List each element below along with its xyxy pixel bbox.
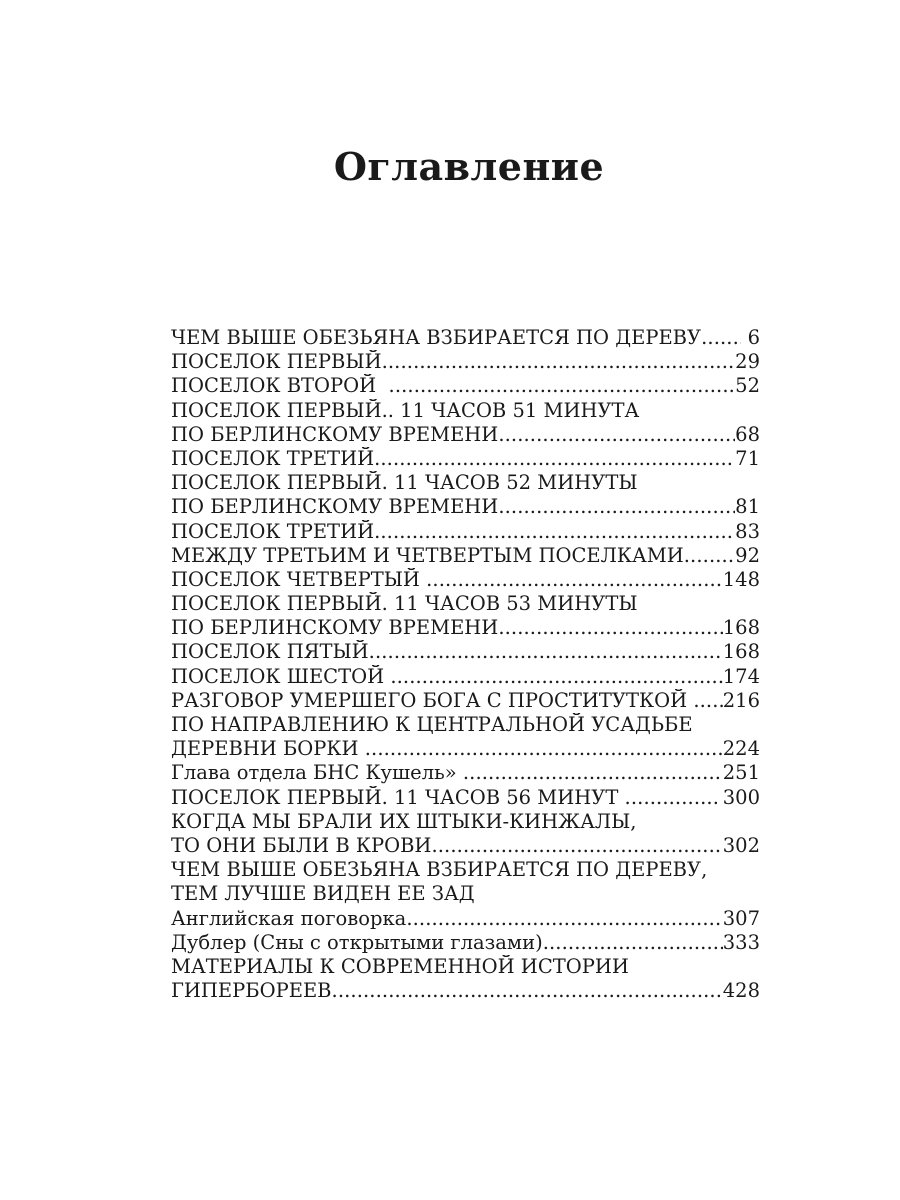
toc-entry	[171, 544, 760, 568]
toc-entry	[171, 423, 760, 447]
toc-leader-dots	[332, 979, 723, 1003]
toc-entry-title: Глава отдела БНС Кушель»	[171, 761, 463, 785]
toc-page-number: 168	[722, 640, 760, 664]
toc-entry-title: ПОСЕЛОК ТРЕТИЙ	[171, 519, 375, 543]
toc-entry	[171, 858, 760, 882]
toc-page-number: 302	[722, 833, 760, 857]
toc-entry	[171, 616, 760, 640]
toc-entry-title: ПО НАПРАВЛЕНИЮ К ЦЕНТРАЛЬНОЙ УСАДЬБЕ	[171, 713, 693, 736]
toc-entry	[171, 713, 760, 737]
toc-leader-dots	[498, 495, 735, 519]
toc-entry	[171, 326, 760, 350]
toc-entry	[171, 786, 760, 810]
toc-page-number: 174	[722, 664, 760, 688]
toc-entry-title: ПО БЕРЛИНСКОМУ ВРЕМЕНИ	[171, 495, 499, 519]
toc-entry	[171, 665, 760, 689]
page-title: Оглавление	[333, 144, 605, 189]
toc-entry-title: ТО ОНИ БЫЛИ В КРОВИ	[171, 833, 432, 857]
toc-leader-dots	[463, 761, 723, 785]
toc-entry-title: КОГДА МЫ БРАЛИ ИХ ШТЫКИ-КИНЖАЛЫ,	[171, 809, 637, 833]
toc-entry	[171, 447, 760, 471]
toc-entry	[171, 689, 760, 713]
toc-entry-title: ПО БЕРЛИНСКОМУ ВРЕМЕНИ	[171, 422, 499, 446]
toc-entry-title: ПО БЕРЛИНСКОМУ ВРЕМЕНИ	[171, 616, 499, 640]
toc-leader-dots	[390, 665, 722, 689]
toc-entry-title: РАЗГОВОР УМЕРШЕГО БОГА С ПРОСТИТУТКОЙ	[171, 688, 694, 712]
toc-entry-title: Дублер (Сны с открытыми глазами)	[171, 930, 543, 954]
table-of-contents	[171, 326, 760, 1003]
toc-page-number: 29	[735, 350, 760, 374]
toc-leader-dots	[365, 737, 723, 761]
toc-page-number: 81	[735, 495, 760, 519]
toc-leader-dots	[543, 931, 723, 955]
toc-leader-dots	[389, 374, 736, 398]
toc-entry	[171, 761, 760, 785]
toc-entry	[171, 810, 760, 834]
toc-entry	[171, 592, 760, 616]
toc-page-number: 333	[722, 930, 760, 954]
toc-entry-title: ГИПЕРБОРЕЕВ	[171, 979, 332, 1003]
toc-page-number: 216	[722, 688, 760, 712]
toc-leader-dots	[625, 786, 717, 810]
toc-entry	[171, 471, 760, 495]
toc-page-number: 83	[735, 519, 760, 543]
toc-leader-dots	[431, 834, 722, 858]
toc-page-number: 6	[741, 326, 760, 349]
toc-page-number: 71	[735, 446, 760, 470]
toc-entry	[171, 350, 760, 374]
toc-leader-dots	[374, 520, 735, 544]
toc-page-number: 92	[735, 543, 760, 567]
toc-leader-dots	[382, 350, 736, 374]
toc-page-number: 168	[722, 616, 760, 640]
toc-page-number: 251	[722, 761, 760, 785]
toc-entry	[171, 640, 760, 664]
toc-entry	[171, 737, 760, 761]
toc-entry-title: ПОСЕЛОК ПЯТЫЙ	[171, 640, 369, 664]
toc-entry	[171, 882, 760, 906]
toc-entry	[171, 907, 760, 931]
toc-leader-dots	[693, 689, 722, 713]
toc-page-number: 68	[735, 422, 760, 446]
toc-entry	[171, 931, 760, 955]
toc-entry-title: ПОСЕЛОК ШЕСТОЙ	[171, 664, 391, 688]
toc-page-number: 52	[735, 374, 760, 398]
toc-entry-title: Английская поговорка	[171, 906, 407, 930]
toc-leader-dots	[701, 326, 741, 350]
toc-entry	[171, 955, 760, 979]
toc-entry-title: ПОСЕЛОК ПЕРВЫЙ	[171, 350, 382, 374]
toc-entry-title: ПОСЕЛОК ПЕРВЫЙ. 11 ЧАСОВ 53 МИНУТЫ	[171, 592, 638, 616]
toc-entry-title: ПОСЕЛОК ЧЕТВЕРТЫЙ	[171, 567, 427, 591]
toc-entry-title: ПОСЕЛОК ТРЕТИЙ	[171, 446, 375, 470]
toc-entry-title: ПОСЕЛОК ПЕРВЫЙ.. 11 ЧАСОВ 51 МИНУТА	[171, 398, 640, 422]
toc-entry-title: ТЕМ ЛУЧШЕ ВИДЕН ЕЕ ЗАД	[171, 882, 475, 906]
toc-entry	[171, 399, 760, 423]
toc-entry-title: МЕЖДУ ТРЕТЬИМ И ЧЕТВЕРТЫМ ПОСЕЛКАМИ	[171, 543, 684, 567]
toc-entry-title: ДЕРЕВНИ БОРКИ	[171, 737, 365, 761]
toc-leader-dots	[684, 544, 735, 568]
toc-leader-dots	[498, 616, 722, 640]
toc-leader-dots	[498, 423, 735, 447]
toc-page-number: 148	[722, 567, 760, 591]
toc-leader-dots	[374, 447, 735, 471]
toc-entry	[171, 374, 760, 398]
toc-entry-title: ЧЕМ ВЫШЕ ОБЕЗЬЯНА ВЗБИРАЕТСЯ ПО ДЕРЕВУ,	[171, 858, 708, 882]
toc-page-number: 300	[716, 785, 760, 809]
toc-entry-title: ПОСЕЛОК ПЕРВЫЙ. 11 ЧАСОВ 56 МИНУТ	[171, 785, 625, 809]
toc-page-number: 307	[722, 906, 760, 930]
toc-entry	[171, 979, 760, 1003]
toc-entry	[171, 834, 760, 858]
toc-entry	[171, 495, 760, 519]
toc-leader-dots	[369, 640, 723, 664]
toc-leader-dots	[406, 907, 722, 931]
toc-entry-title: ЧЕМ ВЫШЕ ОБЕЗЬЯНА ВЗБИРАЕТСЯ ПО ДЕРЕВУ	[171, 326, 702, 349]
toc-entry-title: ПОСЕЛОК ВТОРОЙ	[171, 374, 389, 398]
toc-page-number: 224	[722, 737, 760, 761]
toc-entry-title: ПОСЕЛОК ПЕРВЫЙ. 11 ЧАСОВ 52 МИНУТЫ	[171, 471, 638, 495]
toc-entry	[171, 520, 760, 544]
toc-leader-dots	[426, 568, 723, 592]
toc-page-number: 428	[722, 979, 760, 1003]
toc-entry	[171, 568, 760, 592]
toc-entry-title: МАТЕРИАЛЫ К СОВРЕМЕННОЙ ИСТОРИИ	[171, 954, 629, 978]
